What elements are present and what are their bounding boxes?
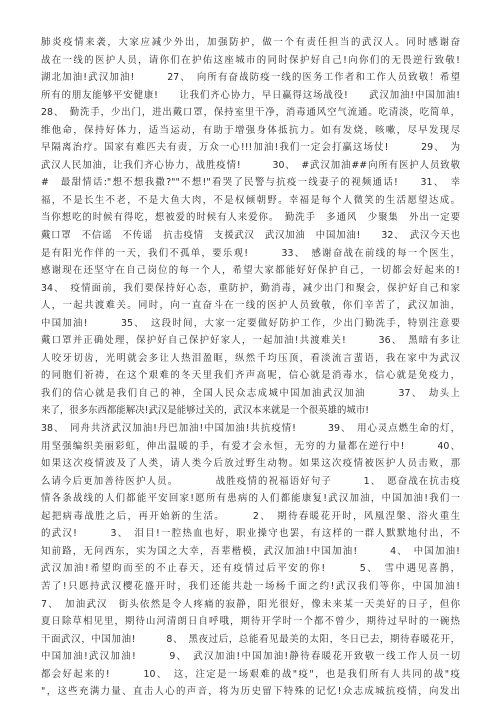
text-line: 用坚强编织美丽彩虹，伸出温暖的手，有爱才会永恒，无穷的力量都在逆行中! 40、: [41, 440, 460, 452]
text-line: 知前路，无问西东，实为国之大幸，吾辈楷模，武汉加油!中国加油! 4、 中国加油!: [41, 545, 460, 557]
text-line: 人咬牙切齿，光明就会多让人热泪盈眶，纵然千均压顶，看淡流言蜚语，我在家中为武汉: [41, 352, 460, 364]
text-line: 么请今后更加善待医护人员。 战胜疫情的祝福语好句子 1、 愿奋战在抗击疫: [41, 475, 460, 487]
text-line: 人，一起共渡难关。同时，向一直奋斗在一线的医护人员致敬，你们辛苦了，武汉加油，: [41, 300, 460, 312]
text-line: 我们的信心就是我们自己的神，全国人民众志成城中国加油武汉加油 37、 劫头上: [41, 387, 460, 399]
text-line: 28、 勤洗手，少出门，进出戴口罩，保持室里干净，消毒通风空气流通。吃清淡，吃简单，: [41, 107, 460, 119]
text-line: 的武汉! 3、 泪目!一腔热血也好，职业操守也罢，有这样的一群人默默地付出，不: [41, 528, 460, 540]
text-line: 38、 同舟共济武汉加油!丹巴加油!中国加油!共抗疫情! 39、 用心灵点燃生命的灯，: [41, 423, 460, 435]
text-line: 如果这次疫情波及了人类，请人类今后放过野生动物。如果这次疫情被医护人员击败，那: [41, 458, 460, 470]
text-line: 来了，很多东西都能解决!武汉是能够过关的，武汉本来就是一个很英雄的城市!: [41, 405, 370, 417]
text-line: 中国加油! 35、 这段时间，大家一定要做好防护工作，少出门勤洗手，特别注意要: [41, 317, 460, 329]
text-line: 起把病毒战胜之后，再开始新的生活。 2、 期待春暖花开时，风凰涅槃、浴火重生: [41, 510, 460, 522]
text-line: 所有的朋友能够平安健康! 让我们齐心协力，早日赢得这场战役! 武汉加油!中国加油!: [41, 89, 460, 101]
text-line: 戴口罩并正确处理，保护好自己保护好家人，一起加油!共渡难关! 36、 黑暗有多让: [41, 335, 460, 347]
text-line: 武汉人民加油，让我们齐心协力，战胜疫情! 30、 #武汉加油##向所有医护人员致敬: [41, 159, 460, 171]
text-line: "，这些充满力量、直击人心的声音，将为历史留下特殊的记忆!众志成城抗疫情，向发出: [41, 686, 460, 698]
text-line: 感谢现在还坚守在自己岗位的每一个人，希望大家都能好好保护自己，一切都会好起来的!: [41, 265, 460, 277]
text-line: 维他命，保持好体力，适当运动，有助于增强身体抵抗力。如有发烧，咳嗽，尽早发现尽: [41, 124, 460, 136]
text-line: 战在一线的医护人员，请你们在护佑这座城市的同时保护好自己!向你们的无畏逆行致敬!: [41, 54, 460, 66]
text-line: 福，不是长生不老，不是大鱼大肉，不是权倾朝野。幸福是每个人微笑的生活愿望达成。: [41, 194, 460, 206]
text-line: # 最甜情话:"想不想我撒?""不想!"看哭了民警与抗疫一线妻子的视频通话! 31、 幸: [41, 177, 460, 189]
text-line: 湖北加油!武汉加油! 27、 向所有奋战防疫一线的医务工作者和工作人员致敬！希望: [41, 72, 460, 84]
text-line: 7、 加油武汉 街头依然是令人疼痛的寂静，阳光很好，像未来某一天美好的日子，但你: [41, 598, 460, 610]
text-line: 夏日除草相见里，期待山河清朗日自呼哦，期待开学时一个都不曾少，期待过早时的一碗热: [41, 616, 460, 628]
text-line: 34、 疫情面前，我们要保持好心态，重防护，勤消毒，减少出门和聚会，保护好自己和家: [41, 282, 460, 294]
text-line: 戴口罩 不信谣 不传谣 抗击疫情 支援武汉 武汉加油 中国加油! 32、 武汉今天也: [41, 230, 460, 242]
text-line: 的同胞们祈祷，在这个艰难的冬天里我们齐声高呢，信心就是消毒水，信心就是免疫力，: [41, 370, 460, 382]
text-line: 早隔离治疗。国家有难匹夫有责，万众一心!!!加油!我们一定会打赢这场仗! 29、 为: [41, 142, 460, 154]
text-line: 肺炎疫情来袭，大家应减少外出，加强防护，做一个有责任担当的武汉人。同时感谢奋: [41, 37, 460, 48]
text-line: 干面武汉，中国加油! 8、 黑夜过后，总能看见最美的太阳，冬日已去，期待春暖花开，: [41, 633, 460, 645]
text-line: 当你想吃的时候有得吃，想被爱的时候有人来爱你。 勤洗手 多通风 少聚集 外出一定要: [41, 212, 460, 224]
text-line: 情各条战线的人们都能平安回家!愿所有患病的人们都能康复!武汉加油，中国加油!我们一: [41, 493, 460, 505]
text-line: 武汉加油!希望昀而至的不止春天，还有疫情过后平安的你! 5、 雪中遇见喜鹊，: [41, 563, 460, 575]
text-line: 是有阳光作伴的一天，我们不孤单，要乐观! 33、 感谢奋战在前线的每一个医生，: [41, 247, 460, 259]
text-line: 中国加油!武汉加油! 9、 武汉加油!中国加油!静待春暖花开致敬一线工作人员一切: [41, 651, 460, 663]
text-line: 都会好起来的! 10、 这，注定是一场艰难的战"疫"，也是我们所有人共同的战"疫: [41, 668, 460, 680]
text-line: 苦了!只愿持武汉樱花盛开时，我们还能共赴一场杨千面之约!武汉我们等你，中国加油!: [41, 580, 460, 592]
